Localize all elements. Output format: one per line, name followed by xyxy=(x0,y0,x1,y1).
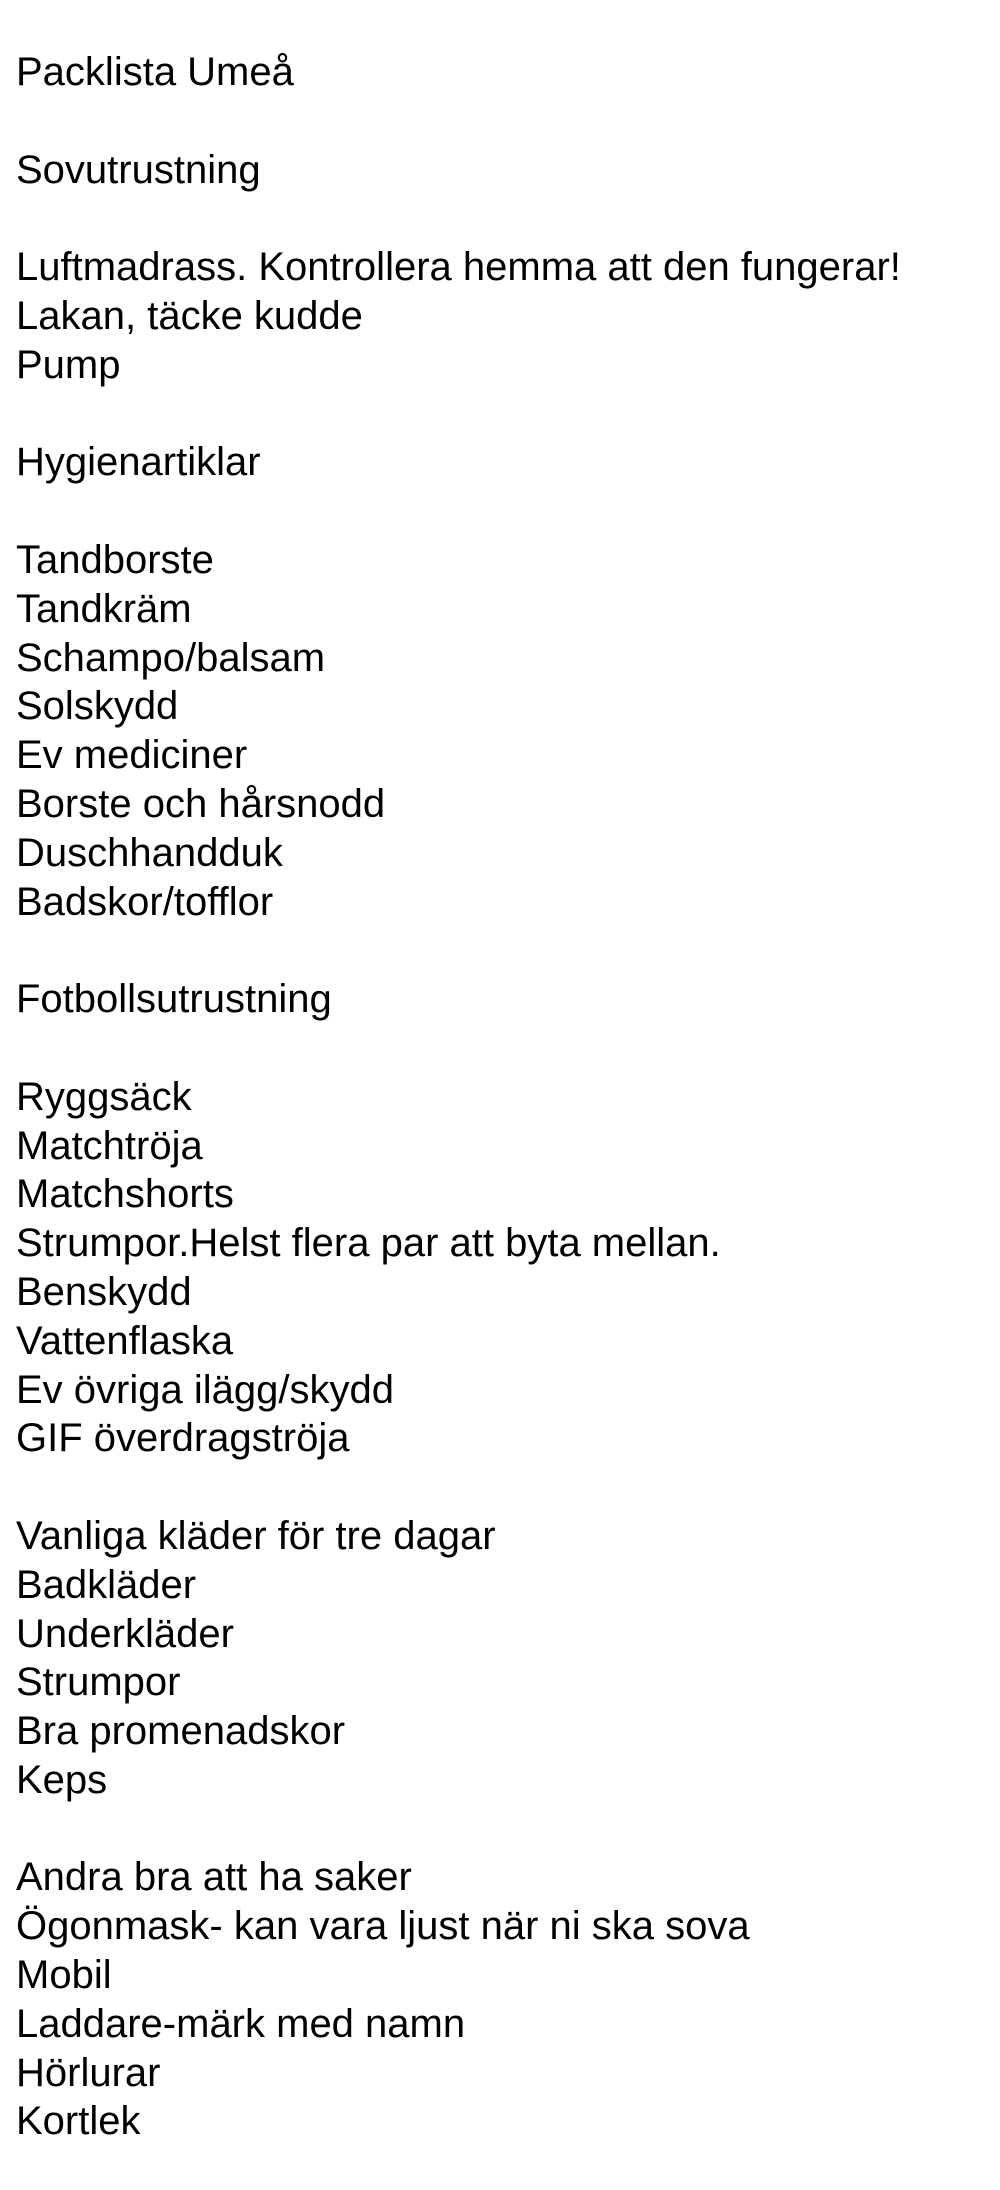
list-item: Matchtröja xyxy=(16,1123,203,1168)
section-andra-saker xyxy=(16,1853,986,2146)
section-vanliga-klader xyxy=(16,1512,986,1805)
blank-line xyxy=(16,194,986,243)
list-item: Keps xyxy=(16,1757,108,1802)
list-item: Ev mediciner xyxy=(16,733,248,778)
list-item: Mobil xyxy=(16,1953,112,1998)
list-item: Tandkräm xyxy=(16,586,192,631)
list-item: Borste och hårsnodd xyxy=(16,781,386,826)
section-heading: Andra bra att ha saker xyxy=(16,1855,412,1900)
list-item: Pump xyxy=(16,342,121,387)
list-item: Badskor/tofflor xyxy=(16,879,274,924)
list-item: Tandborste xyxy=(16,537,214,582)
list-item: Strumpor xyxy=(16,1660,181,1705)
list-item: Vattenflaska xyxy=(16,1318,234,1363)
list-item: Kortlek xyxy=(16,2099,141,2144)
list-item: Bra promenadskor xyxy=(16,1709,346,1754)
list-item: Benskydd xyxy=(16,1269,192,1314)
list-item: Badkläder xyxy=(16,1562,197,1607)
list-item: Strumpor.Helst flera par att byta mellan. xyxy=(16,1221,721,1266)
section-fotbollsutrustning xyxy=(16,975,986,1463)
list-item: Solskydd xyxy=(16,684,179,729)
list-item: Ev övriga ilägg/skydd xyxy=(16,1367,394,1412)
section-sovutrustning xyxy=(16,146,986,390)
section-heading: Fotbollsutrustning xyxy=(16,977,332,1022)
list-item: Lakan, täcke kudde xyxy=(16,293,363,338)
list-item: Matchshorts xyxy=(16,1172,234,1217)
note-body[interactable] xyxy=(16,48,986,2146)
blank-line xyxy=(16,926,986,975)
list-item: Ögonmask- kan vara ljust när ni ska sova xyxy=(16,1904,750,1949)
list-item: Hörlurar xyxy=(16,2050,161,2095)
list-item: GIF överdragströja xyxy=(16,1416,350,1461)
section-hygienartiklar xyxy=(16,438,986,926)
section-heading: Sovutrustning xyxy=(16,147,261,192)
list-item: Schampo/balsam xyxy=(16,635,326,680)
list-item: Ryggsäck xyxy=(16,1074,192,1119)
blank-line xyxy=(16,97,986,146)
list-item: Laddare-märk med namn xyxy=(16,2001,466,2046)
section-heading: Vanliga kläder för tre dagar xyxy=(16,1513,496,1558)
section-heading: Hygienartiklar xyxy=(16,440,261,485)
blank-line xyxy=(16,390,986,439)
note-title: Packlista Umeå xyxy=(16,50,294,94)
blank-line xyxy=(16,1463,986,1512)
blank-line xyxy=(16,1805,986,1854)
blank-line xyxy=(16,487,986,536)
list-item: Duschhandduk xyxy=(16,830,283,875)
list-item: Underkläder xyxy=(16,1611,234,1656)
list-item: Luftmadrass. Kontrollera hemma att den fungerar! xyxy=(16,245,901,290)
blank-line xyxy=(16,1024,986,1073)
